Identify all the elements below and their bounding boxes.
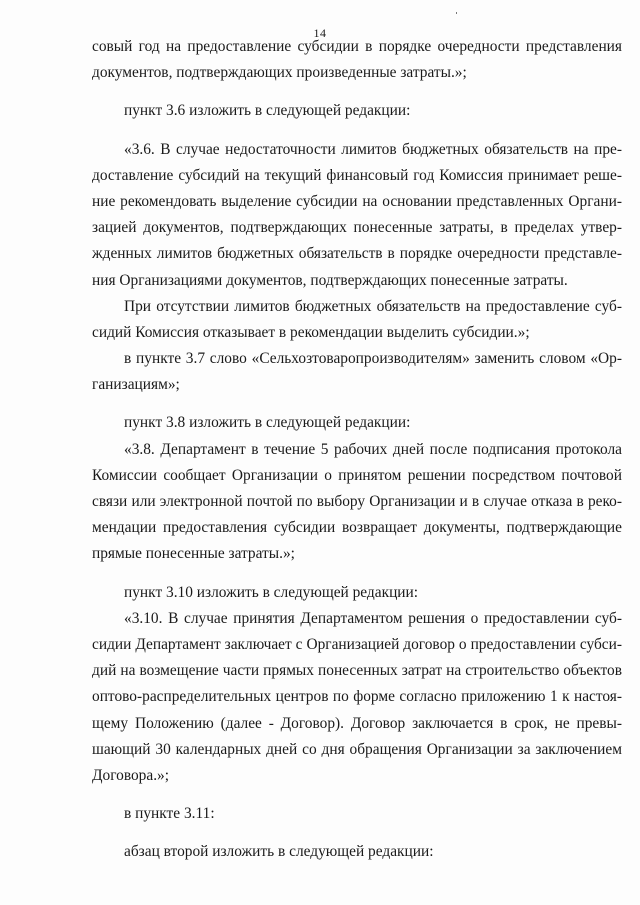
text-line: Договора.»; [92,766,170,784]
text-line: оптово-распределительных центров по форме согласно приложению 1 к настоя- [92,688,622,706]
text-line: совый год на предоставление субсидии в порядке очередности представления [92,38,622,55]
text-line: абзац второй изложить в следующей редакции: [124,843,434,861]
text-line: доставление субсидий на текущий финансовый год Комиссия принимает реше- [92,166,622,184]
text-line: «3.8. Департамент в течение 5 рабочих дней после подписания протокола [124,440,622,458]
text-line: в пункте 3.7 слово «Сельхозтоваропроизводителям» заменить словом «Ор- [124,350,622,368]
text-line: пункт 3.8 изложить в следующей редакции: [124,414,411,432]
text-line: ганизациям»; [92,376,180,394]
paragraph-gap [92,86,622,98]
page-number: 14 [313,26,327,40]
text-line: документов, подтверждающих произведенные затраты.»; [92,64,467,82]
text-line: Комиссии сообщает Организации о принятом решении посредством почтовой [92,466,622,484]
paragraph-gap [92,125,622,137]
scan-mark [456,12,457,14]
text-line: При отсутствии лимитов бюджетных обязательств на предоставление суб- [124,297,622,315]
text-line: жденных лимитов бюджетных обязательств в порядке очередности представле- [92,245,622,263]
text-line: ния Организациями документов, подтверждающих понесенные затраты. [92,271,568,289]
text-line: сидий Комиссия отказывает в рекомендации выделить субсидии.»; [92,323,530,341]
text-line: связи или электронной почтой по выбору Организации и в случае отказа в реко- [92,493,622,510]
text-line: «3.6. В случае недостаточности лимитов бюджетных обязательств на пре- [124,140,622,158]
text-line: шающий 30 календарных дней со дня обращения Организации за заключением [92,740,622,758]
text-line: сидии Департамент заключает с Организацией договор о предоставлении субси- [92,635,622,653]
text-line: в пункте 3.11: [124,805,215,823]
document-body [92,34,622,865]
paragraph-gap [92,827,622,839]
text-line: дий на возмещение части прямых понесенных затрат на строительство объектов [92,662,622,680]
text-line: «3.10. В случае принятия Департаментом решения о предоставлении суб- [124,609,622,627]
text-line: ние рекомендовать выделение субсидии на основании представленных Органи- [92,192,622,210]
text-line: щему Положению (далее - Договор). Договор заключается в срок, не превы- [92,714,622,732]
text-line: прямые понесенные затраты.»; [92,545,295,563]
text-line: пункт 3.10 изложить в следующей редакции: [124,583,419,601]
text-line: мендации предоставления субсидии возвращает документы, подтверждающие [92,519,622,537]
text-line: пункт 3.6 изложить в следующей редакции: [124,102,411,120]
paragraph-gap [92,789,622,801]
paragraph-gap [92,568,622,580]
paragraph-gap [92,398,622,410]
text-line: зацией документов, подтверждающих понесенные затраты, в пределах утвер- [92,219,622,237]
